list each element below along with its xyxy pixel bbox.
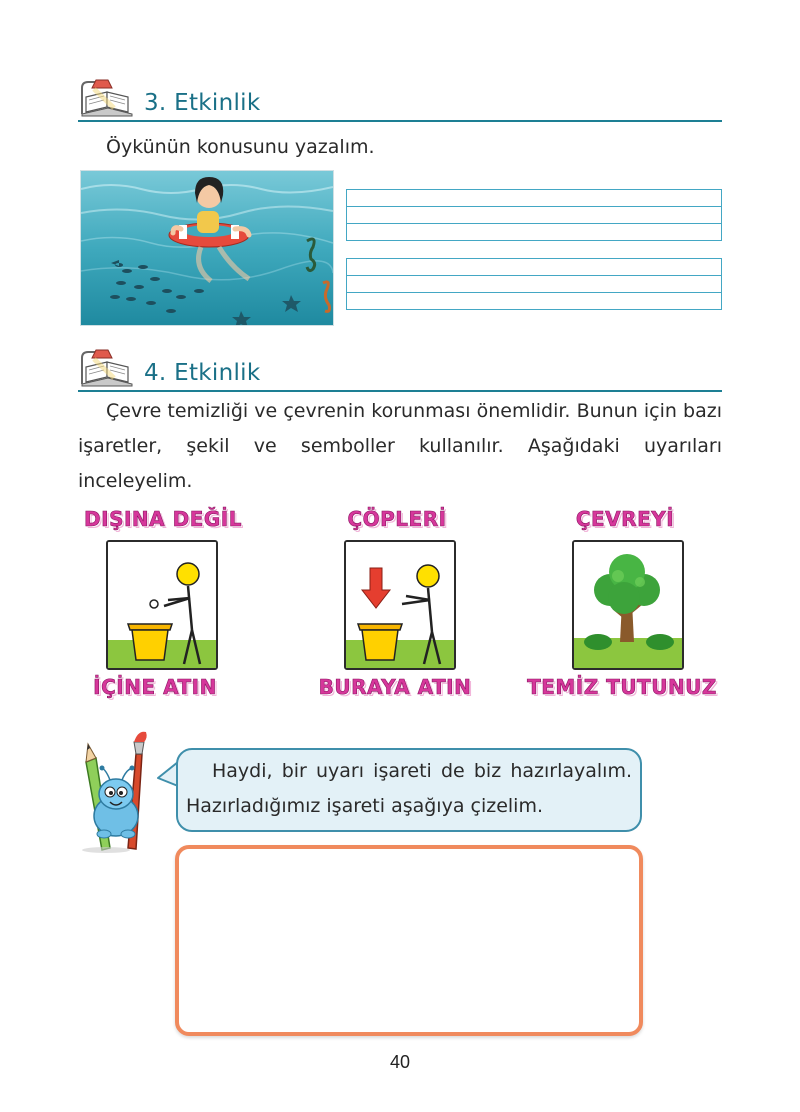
drawing-area[interactable] [175, 845, 643, 1036]
activity-4-heading [78, 344, 722, 392]
sign-3-card [572, 540, 684, 670]
sign-2-card [344, 540, 456, 670]
arrow-into-bin-icon [346, 542, 454, 668]
swimming-girl-illustration [80, 170, 334, 326]
sign-2-top-text: ÇÖPLERİ [347, 507, 447, 531]
tree-icon [574, 542, 682, 668]
sign-1 [68, 507, 258, 531]
sign-2 [302, 507, 492, 531]
sign-2-bottom [300, 675, 490, 699]
bug-mascot-with-pencil-and-brush-icon [76, 730, 172, 854]
activity-4-paragraph: Çevre temizliği ve çevrenin korunması önemlidir. Bunun için bazı işaretler, şekil ve semboller kullanılır. Aşağıdaki uyarıları inceleyelim. [78, 400, 722, 492]
sign-1-bottom [60, 675, 250, 699]
sign-3-bottom-text: TEMİZ TUTUNUZ [527, 675, 717, 699]
sign-2-bottom-text: BURAYA ATIN [318, 675, 472, 699]
sign-1-card [106, 540, 218, 670]
sign-1-bottom-text: İÇİNE ATIN [93, 675, 217, 699]
activity-3-title: 3. Etkinlik [144, 90, 261, 116]
activity-3-heading [78, 74, 722, 122]
writing-lines-top[interactable] [346, 189, 722, 241]
reading-lamp-book-icon [78, 78, 136, 118]
writing-lines-bottom[interactable] [346, 258, 722, 310]
reading-lamp-book-icon [78, 348, 136, 388]
sign-3-bottom [527, 675, 717, 699]
page-number: 40 [389, 1052, 411, 1072]
speech-bubble-text: Haydi, bir uyarı işareti de biz hazırlayalım. Hazırladığımız işareti aşağıya çizelim. [186, 760, 632, 817]
sign-1-top-text: DIŞINA DEĞİL [84, 507, 242, 531]
activity-4-title: 4. Etkinlik [144, 360, 261, 386]
sign-3 [530, 507, 720, 531]
sign-3-top-text: ÇEVREYİ [575, 507, 675, 531]
activity-3-prompt: Öykünün konusunu yazalım. [106, 136, 375, 158]
person-throwing-into-bin-icon [108, 542, 216, 668]
